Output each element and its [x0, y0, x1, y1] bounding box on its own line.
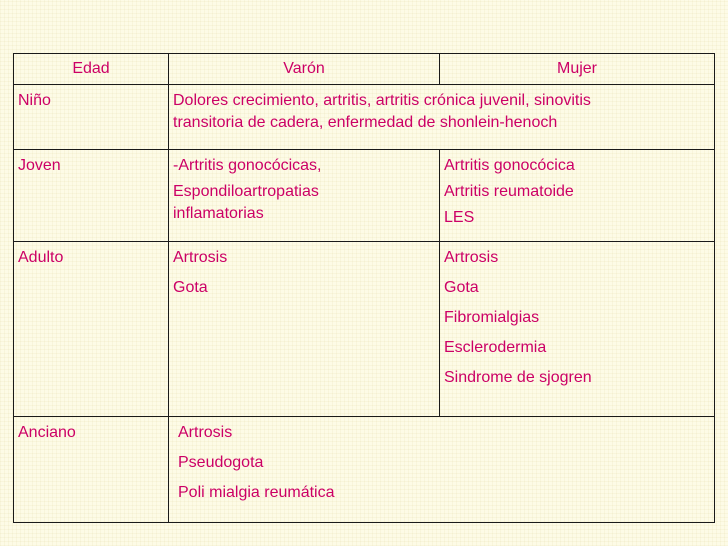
edad-label: Joven: [18, 157, 61, 174]
edad-label: Adulto: [18, 249, 64, 266]
table-header-row: [14, 54, 715, 85]
edad-label: Anciano: [18, 424, 76, 441]
joven-varon-2: Espondiloartropatias: [173, 183, 319, 200]
table-row-nino: [14, 85, 715, 150]
joven-mujer-3: LES: [444, 209, 475, 226]
table-row-adulto: [14, 242, 715, 417]
cell-joven-varon: [169, 150, 440, 242]
anciano-line-3: Poli mialgia reumática: [178, 484, 335, 501]
joven-varon-1: -Artritis gonocócicas,: [173, 157, 322, 174]
cell-adulto-mujer: [440, 242, 715, 417]
cell-edad-nino: [14, 85, 169, 150]
nino-line-1: Dolores crecimiento, artritis, artritis crónica juvenil, sinovitis: [173, 92, 591, 109]
adulto-mujer-2: Gota: [444, 279, 479, 296]
header-varon: Varón: [169, 54, 440, 85]
joven-varon-3: inflamatorias: [173, 205, 264, 222]
adulto-mujer-3: Fibromialgias: [444, 309, 540, 326]
anciano-line-1: Artrosis: [178, 424, 233, 441]
cell-edad-joven: [14, 150, 169, 242]
table-row-anciano: [14, 417, 715, 523]
adulto-mujer-5: Sindrome de sjogren: [444, 369, 592, 386]
adulto-mujer-4: Esclerodermia: [444, 339, 547, 356]
age-sex-disease-table: [13, 53, 715, 523]
cell-edad-anciano: [14, 417, 169, 523]
joven-mujer-2: Artritis reumatoide: [444, 183, 574, 200]
adulto-varon-2: Gota: [173, 279, 208, 296]
nino-line-2: transitoria de cadera, enfermedad de shonlein-henoch: [173, 114, 558, 131]
cell-nino-both: [169, 85, 715, 150]
cell-adulto-varon: [169, 242, 440, 417]
header-edad: Edad: [14, 54, 169, 85]
anciano-line-2: Pseudogota: [178, 454, 264, 471]
cell-anciano-both: [169, 417, 715, 523]
cell-edad-adulto: [14, 242, 169, 417]
header-mujer: Mujer: [440, 54, 715, 85]
edad-label: Niño: [18, 92, 51, 109]
adulto-varon-1: Artrosis: [173, 249, 228, 266]
joven-mujer-1: Artritis gonocócica: [444, 157, 575, 174]
table-row-joven: [14, 150, 715, 242]
cell-joven-mujer: [440, 150, 715, 242]
adulto-mujer-1: Artrosis: [444, 249, 499, 266]
